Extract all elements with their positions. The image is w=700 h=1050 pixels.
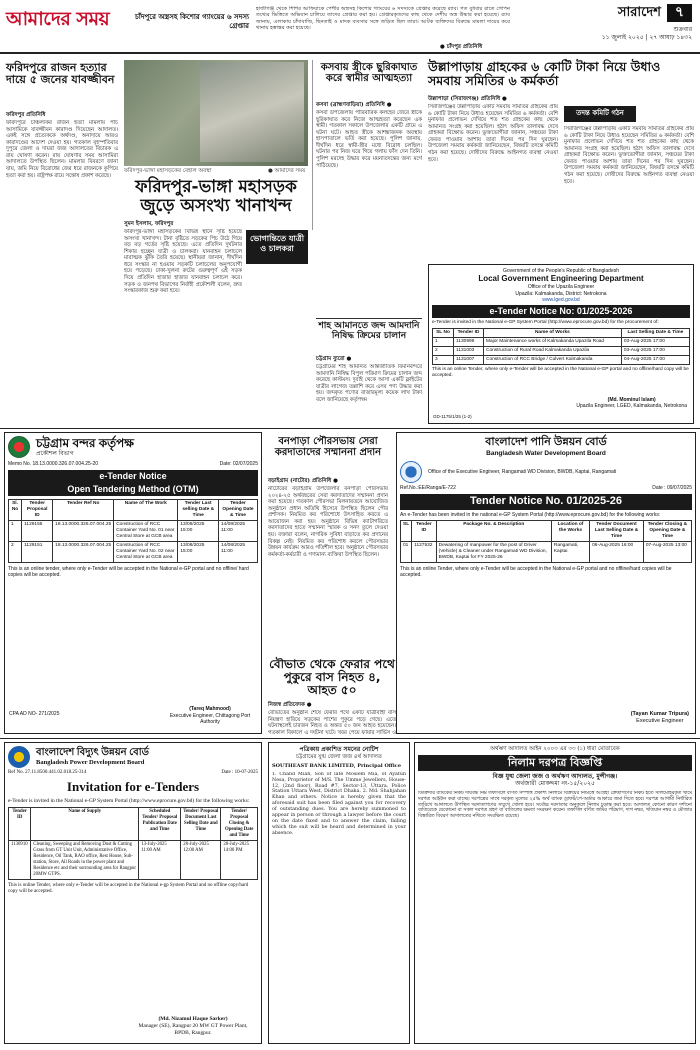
byline-kasba: কসবা (ব্রাহ্মণবাড়িয়া) প্রতিনিধি ● bbox=[316, 102, 392, 108]
lged-table: SL No Tender ID Name of Works Last Selling Date & Time 1 1130999 Major Maintenance works of Kalmakanda Upazila Road 03-Aug-2025 17:00 2 1131003 Construction of Rural Road Kalmakanda Upazila 03-Aug-2025 17:00 3 1131007 Construction of RCC Bridge / Culvert Kalmakanda 04-Aug-2025 17:00 bbox=[432, 328, 690, 365]
bpdb-note: This is online Tender, where only e-Tender will be accepted in the National e-gp System Portal and no offline copy/hard copy will be accepted. bbox=[8, 883, 249, 895]
body-coop: সিরাজগঞ্জের উল্লাপাড়ায় একটি সমবায় সমিতির গ্রাহকের প্রায় ৬ কোটি টাকা নিয়ে উধাও হয়েছেন সমিতির ৬ কর্মকর্তা। বেশি মুনাফার প্রলোভন দেখিয়ে শত শত গ্রাহকের কাছ থেকে আমানত সংগ্রহ করা হয়েছিল। হঠাৎ অফিস তালাবদ্ধ দেখে গ্রাহকরা বিক্ষোভ করেন। ভুক্তভোগীরা জানান, সঞ্চয়ের টাকা ফেরত পাওয়ার আশায় তারা দিনের পর দিন ঘুরছেন। উপজেলা সমবায় কর্মকর্তা জানিয়েছেন, বিষয়টি তদন্তে কমিটি গঠন করা হয়েছে। দোষীদের বিরুদ্ধে আইনগত ব্যবস্থা নেওয়া হবে। bbox=[428, 104, 558, 163]
lged-ref: GD-1175/1/25 (1-2) bbox=[433, 414, 472, 420]
teaser-body: হাজীগঞ্জ থেকে শিশির আফিয়াকে পেশীর অস্ত্রসহ কিশোর গ্যাংয়ের ৬ সদস্যকে গ্রেপ্তার করেছে র‍্যাব। গত বুধবার রাতে গোপন তথ্যের ভিত্তিতে অভিযান চালিয়ে তাদের গ্রেপ্তার করা হয়। গ্রেপ্তারকৃতদের কাছ থেকে দেশীয় অস্ত্র উদ্ধার করা হয়েছে। র‍্যাব জানায়, এলাকায় চাঁদাবাজি, ছিনতাই ও মাদক ব্যবসার সঙ্গে জড়িত ছিল তারা। আটক ব্যক্তিদের বিরুদ্ধে মামলা দায়ের করে থানায় হস্তান্তর করা হয়েছে। bbox=[256, 6, 510, 32]
bwdb-logo-icon bbox=[400, 461, 422, 483]
bpdb-title: Invitation for e-Tenders bbox=[66, 779, 200, 795]
byline-coop: উল্লাপাড়া (সিরাজগঞ্জ) প্রতিনিধি ● bbox=[428, 96, 507, 102]
bpdb-sign-title: Manager (SE), Rangpur 20 MW GT Power Plant, BPDB, Rangpur. bbox=[138, 1023, 248, 1037]
bwdb-intro: An e-Tender has been invited in the national e-GP System Portal (http://www.eprocure.gov.bd) for the following works: bbox=[400, 511, 661, 518]
port-dept: প্রকৌশল বিভাগ bbox=[36, 451, 74, 457]
bpdb-ref: Ref No. 27.11.8500.441.02.018.25-314 bbox=[8, 770, 87, 775]
body-bus: বৌভাতের অনুষ্ঠান শেষে ফেরার পথে একটি যাত্রীবাহী বাস নিয়ন্ত্রণ হারিয়ে সড়কের পাশের পুকুরে পড়ে গেছে। এতে ঘটনাস্থলেই চারজন নিহত ও অন্তত ৫০ জন আহত হয়েছেন। গতকাল বিকালে এ দুর্ঘটনা ঘটে। খবর পেয়ে ফায়ার সার্ভিস ও bbox=[268, 710, 396, 734]
bpdb-sign-name: (Md. Nizamul Haque Sarker) bbox=[158, 1016, 228, 1023]
bwdb-sign-title: Executive Engineer bbox=[636, 718, 684, 725]
section-name: সারাদেশ bbox=[617, 5, 661, 20]
body-faridpur: ফরিদপুরে চাঞ্চল্যকর রাজন হত্যা মামলায় পাঁচ আসামিকে যাবজ্জীবন কারাদণ্ড দিয়েছেন আদালত। একই সঙ্গে প্রত্যেককে অর্থদণ্ড, অনাদায়ে আরও কারাদণ্ডের আদেশ দেওয়া হয়। গতকাল বৃহস্পতিবার দুপুরে জেলা ও দায়রা জজ আদালতের বিচারক এ রায় ঘোষণা করেন। রায় ঘোষণার সময় আসামিরা আদালতে উপস্থিত ছিলেন। মামলার বিবরণে জানা যায়, জমি নিয়ে বিরোধের জের ধরে রাজনকে কুপিয়ে হত্যা করা হয়। রাষ্ট্রপক্ষ রায়ে সন্তোষ প্রকাশ করেছে। bbox=[6, 120, 118, 179]
table-row: 1130910 Cleaning, Sweeping and Removing Dust & Cutting Grass from GT Unit Unit, Administrative Office, Residence, Oil Tank, RAO office, Rest House, Sub-station, Store, All Roads in the power plant and Residence etc and their surrounding area for Rangpur 20MW GTPS. 13-July-2025 11:00 AM 28-July-2025 12:00 AM 28-July-2025 14:00 PM bbox=[9, 841, 258, 880]
kicker-coop: তদন্ত কমিটি গঠন bbox=[564, 106, 636, 122]
auction-body: ডিক্রিদার ব্যাংকের নিকট দায়বদ্ধ নিম্ন তফসিলে বর্ণিত সম্পত্তি প্রকাশ্য নিলামে বিক্রয়ের নিমিত্তে আগ্রহী ক্রেতাগণের নিকট হতে সীলমোহরকৃত খামে দরপত্র আহ্বান করা যাচ্ছে। দরপত্রের সাথে দরকৃত মূল্যের ২৫% অর্থ ব্যাংক ড্রাফট/পে-অর্ডার আকারে জমা দিতে হবে। দরপত্র আগামী নির্ধারিত তারিখে আদালতে উপস্থিত দরদাতাগণের সম্মুখে খোলা হবে। সর্বোচ্চ দরদাতার অনুকূলে নিলাম চূড়ান্ত করা হবে। আদালত কোনো কারণ দর্শানো ব্যতিরেকে যেকোনো বা সকল দরপত্র গ্রহণ বা বাতিলের ক্ষমতা সংরক্ষণ করেন। তফসিল বর্ণিত জমির পরিমাণ, দাগ নম্বর, খতিয়ান নম্বর ও মৌজার বিস্তারিত বিবরণ আদালতের নথিতে সংরক্ষিত রয়েছে। bbox=[418, 790, 692, 820]
bpdb-org-en: Bangladesh Power Development Board bbox=[36, 759, 145, 767]
lged-org3: Office of the Upazila Engineer bbox=[527, 284, 595, 291]
summons-company: SOUTHEAST BANK LIMITED, Principal Office bbox=[272, 763, 402, 770]
port-ref: CPA AD NO- 271/2025 bbox=[9, 710, 60, 717]
ad-auction bbox=[414, 742, 696, 1044]
headline-coop: উল্লাপাড়ায় গ্রাহকের ৬ কোটি টাকা নিয়ে উধাও সমবায় সমিতির ৬ কর্মকর্তা bbox=[428, 59, 661, 88]
byline-faridpur: ফরিদপুর প্রতিনিধি bbox=[6, 112, 46, 118]
port-note: This is an online tender, where only e-Tender will be accepted in the National e-GP portal and no offline/ hard copies will be accepted. bbox=[8, 566, 249, 579]
port-date: Date: 02/07/2025 bbox=[219, 460, 258, 467]
headline-bus: বৌভাত থেকে ফেরার পথে পুকুরে বাস নিহত ৪, আহত ৫০ bbox=[269, 657, 395, 698]
bwdb-office: Office of the Executive Engineer, Rangamati WD Division, BWDB, Kaptai, Rangamati bbox=[428, 468, 617, 475]
ad-port bbox=[4, 432, 262, 734]
table-row: 01 1127532 Dewatering of manpower for the post of Driver (Vehicle) & Cleaner under Rangamati WD Division, BWDB, Kaptai for FY 2025-26 Rangamati, Kaptai 06-Aug-2025 16:00 07-Aug-2025 13:00 bbox=[401, 542, 692, 563]
body-shah: চট্টগ্রামের শাহ আমানত আন্তর্জাতিক বিমানবন্দরে আমদানি নিষিদ্ধ বিপুল পরিমাণ ক্রিমের চালান জব্দ করেছে কাস্টমস। দুবাই থেকে আসা একটি ফ্লাইটের যাত্রীর লাগেজ তল্লাশি করে এসব পণ্য উদ্ধার করা হয়। জব্দকৃত পণ্যের বাজারমূল্য কয়েক লাখ টাকা বলে জানিয়েছে কর্তৃপক্ষ। bbox=[316, 364, 422, 403]
lged-sign-title: Upazila Engineer, LGED, Kalmakanda, Netrokona bbox=[576, 402, 687, 409]
page-header bbox=[522, 4, 692, 42]
table-row: 1 1130999 Major Maintenance works of Kalmakanda Upazila Road 03-Aug-2025 17:00 bbox=[433, 338, 690, 347]
headline-pourashava: বনপাড়া পৌরসভায় সেরা করদাতাদের সম্মাননা প্রদান bbox=[274, 436, 382, 458]
bwdb-ref: Ref.No.:EE/Ranga/E-722 bbox=[400, 484, 456, 491]
port-org: চট্টগ্রাম বন্দর কর্তৃপক্ষ bbox=[36, 436, 135, 450]
newspaper-logo: আমাদের সময় bbox=[6, 8, 110, 30]
body-pourashava: নাটোরের বড়াইগ্রাম উপজেলার বনপাড়া পৌরসভায় ২০২৪-২৫ অর্থবছরের সেরা করদাতাদের সম্মাননা প্রদান করা হয়েছে। গতকাল পৌরসভা মিলনায়তনে আয়োজিত অনুষ্ঠানে প্রধান অতিথি হিসেবে উপস্থিত ছিলেন পৌর প্রশাসক। নিয়মিত কর পরিশোধে উৎসাহিত করতে এ আয়োজন করা হয়। অনুষ্ঠানে বিভিন্ন ক্যাটাগরিতে করদাতাদের হাতে সম্মাননা স্মারক ও সনদ তুলে দেওয়া হয়। বক্তারা বলেন, নাগরিক সুবিধা বাড়াতে কর প্রদানের বিকল্প নেই। নিয়মিত কর পরিশোধ করলে পৌরসভার উন্নয়ন কার্যক্রম আরও গতিশীল হবে। অনুষ্ঠানে পৌরসভার কর্মকর্তা-কর্মচারী ও গণ্যমান্য ব্যক্তিরা উপস্থিত ছিলেন। bbox=[268, 486, 388, 558]
ad-summons bbox=[268, 742, 410, 1044]
bpdb-intro: e-Tender is invited in the National e-GP System Portal (http://www.eprocure.gov.bd) for the following works: bbox=[8, 797, 250, 804]
photo-caption: ফরিদপুর-ভাঙ্গা মহাসড়কের বেহাল অবস্থা bbox=[124, 168, 212, 174]
ad-lged bbox=[428, 264, 694, 424]
bwdb-org-bn: বাংলাদেশ পানি উন্নয়ন বোর্ড bbox=[485, 436, 607, 448]
summons-body: 1. Chand Miah, Son of late Moslem Mia, of Ayatun Nesa, Proprietor of M/S. The Umme Jewellers, House-12, (2nd floor), Road #7, Sector-13, Uttara, Police Station Uttara West, District Dhaka. 2. Md. Shahjahan Khan and others. Notice is hereby given that the aforesaid suit has been filed against you for recovery of outstanding dues. You are hereby summoned to appear in person or through a lawyer before the court on the date fixed and to answer the claim, failing which the suit will be heard and determined in your absence. bbox=[272, 771, 406, 836]
road-photo-2 bbox=[200, 62, 304, 162]
lged-web[interactable]: www.lged.gov.bd bbox=[542, 296, 580, 303]
lged-org4: Upazila: Kalmakanda, District: Netrokona bbox=[515, 290, 607, 297]
headline-highway: ফরিদপুর-ভাঙ্গা মহাসড়ক জুড়ে অসংখ্য খানাখন্দ bbox=[135, 177, 297, 216]
auction-heading: অর্থঋণ আদালত আইন ২০০৩ এর ৩৩ (১) ধারা মোতাবেক bbox=[490, 746, 620, 752]
teaser-byline: ● চাঁদপুর প্রতিনিধি bbox=[440, 44, 483, 50]
bwdb-org-en: Bangladesh Water Development Board bbox=[486, 449, 606, 457]
table-row: 2 1131003 Construction of Rural Road Kalmakanda Upazila 03-Aug-2025 17:00 bbox=[433, 347, 690, 356]
lged-note: This is an online Tender, where only e-Tender will be accepted in the National e-GP portal and no offline/hard copy will be accepted. bbox=[432, 367, 689, 379]
port-sign-name: (Tareq Mahmood) bbox=[189, 706, 231, 713]
bwdb-sign-name: (Tayan Kumar Tripura) bbox=[630, 711, 689, 718]
teaser-headline: চাঁদপুরে অস্ত্রসহ কিশোর গ্যাংয়ের ৬ সদস্য গ্রেপ্তার bbox=[135, 12, 249, 31]
port-table: Sl. No Tender Proposal ID Tender Ref No Name of The Work Tender Last selling Date & Time Tender Opening Date & Time 1 1129155 18.13.0000.326.07.004.25 Construction of RCC Container Yard No. 01 near Central Store at GCB area 13/08/2025 15:00 14/08/2025 11:00 2 1129151 18.13.0000.326.07.004.25 Construction of RCC Container Yard No. 02 near Central Store at GCB area 13/08/2025 15:00 14/08/2025 11:00 bbox=[8, 499, 258, 563]
port-emblem-icon bbox=[8, 436, 30, 458]
issue-date: ১১ জুলাই ২০২৫ | ২৭ আষাঢ় ১৪৩২ bbox=[601, 34, 692, 41]
byline-highway: সুমন ইসলাম, ফরিদপুর bbox=[124, 221, 174, 227]
ad-bpdb bbox=[4, 742, 262, 1044]
lged-org2: Local Government Engineering Department bbox=[478, 274, 644, 284]
auction-court: বিজ্ঞ যুগ্ম জেলা জজ ও অর্থঋণ আদালত, মুন্সীগঞ্জ। bbox=[492, 772, 618, 780]
bpdb-date: Date : 10-07-2025 bbox=[221, 770, 258, 775]
table-row: 2 1129151 18.13.0000.326.07.004.25 Construction of RCC Container Yard No. 02 near Central Store at GCB area 13/08/2025 15:00 14/08/2025 11:00 bbox=[9, 542, 258, 563]
headline-kasba: কসবায় স্ত্রীকে ছুরিকাঘাত করে স্বামীর আত্মহত্যা bbox=[320, 62, 418, 84]
weekday: শুক্রবার bbox=[673, 25, 692, 33]
byline-pourashava: বড়াইগ্রাম (নাটোর) প্রতিনিধি ● bbox=[268, 478, 338, 484]
body-kasba: কসবা উপজেলায় পারিবারিক কলহের জেরে স্ত্রীকে ছুরিকাঘাত করে নিজে আত্মহত্যা করেছেন এক স্বামী। গতকাল সকালে উপজেলার একটি গ্রামে এ ঘটনা ঘটে। আহত স্ত্রীকে আশঙ্কাজনক অবস্থায় হাসপাতালে ভর্তি করা হয়েছে। পুলিশ জানায়, দীর্ঘদিন ধরে স্বামী-স্ত্রীর মধ্যে বিরোধ চলছিল। ঘটনার পর নিজ ঘরে গিয়ে গলায় ফাঁস দেন তিনি। পুলিশ মরদেহ উদ্ধার করে ময়নাতদন্তের জন্য মর্গে পাঠিয়েছে। bbox=[316, 110, 422, 169]
page-number: ৭ bbox=[667, 4, 692, 22]
lged-org1: Government of the People's Republic of Bangladesh bbox=[502, 268, 620, 274]
auction-title: নিলাম দরপত্র বিজ্ঞপ্তি bbox=[418, 755, 692, 771]
bpdb-org-bn: বাংলাদেশ বিদ্যুৎ উন্নয়ন বোর্ড bbox=[36, 746, 149, 758]
masthead-rule bbox=[0, 52, 700, 54]
headline-shah: শাহ আমানতে জব্দ আমদানি নিষিদ্ধ ক্রিমের চালান bbox=[318, 321, 420, 341]
port-sign-title: Executive Engineer, Chittagong Port Authority bbox=[169, 712, 251, 725]
summons-heading: পত্রিকায় প্রকাশিত সমনের নোটিশ bbox=[299, 746, 379, 753]
body-coop-cont: সিরাজগঞ্জের উল্লাপাড়ায় একটি সমবায় সমিতির গ্রাহকের প্রায় ৬ কোটি টাকা নিয়ে উধাও হয়েছেন সমিতির ৬ কর্মকর্তা। বেশি মুনাফার প্রলোভন দেখিয়ে শত শত গ্রাহকের কাছ থেকে আমানত সংগ্রহ করা হয়েছিল। হঠাৎ অফিস তালাবদ্ধ দেখে গ্রাহকরা বিক্ষোভ করেন। ভুক্তভোগীরা জানান, সঞ্চয়ের টাকা ফেরত পাওয়ার আশায় তারা দিনের পর দিন ঘুরছেন। উপজেলা সমবায় কর্মকর্তা জানিয়েছেন, বিষয়টি তদন্তে কমিটি গঠন করা হয়েছে। দোষীদের বিরুদ্ধে আইনগত ব্যবস্থা নেওয়া হবে। bbox=[564, 126, 694, 185]
port-title1: e-Tender Notice bbox=[8, 470, 258, 483]
summons-sub: চট্টগ্রামের যুগ্ম জেলা জজ ৪র্থ আদালত bbox=[296, 753, 382, 760]
lged-intro: e-Tender is invited in the National e-GP System Portal (http://www.eprocure.gov.bd) for the procurement of: bbox=[432, 320, 659, 326]
port-title2: Open Tendering Method (OTM) bbox=[8, 483, 258, 496]
byline-bus: নিজস্ব প্রতিবেদক ● bbox=[268, 702, 312, 708]
headline-faridpur: ফরিদপুরে রাজন হত্যার দায়ে ৫ জনের যাবজ্জীবন bbox=[6, 61, 115, 87]
port-memo: Memo No. 18.13.0000.326.07.004.25-20 bbox=[8, 460, 99, 467]
bwdb-table: SL Tender ID Package No. & Description Location of the Works Tender Document Last Selling Date & Time Tender Closing & Opening Date & Time 01 1127532 Dewatering of manpower for the post of Driver (Vehicle) & Cleaner under Rangamati WD Division, BWDB, Kaptai for FY 2025-26 Rangamati, Kaptai 06-Aug-2025 16:00 07-Aug-2025 13:00 bbox=[400, 520, 692, 563]
body-highway: ফরিদপুর-ভাঙ্গা মহাসড়কের বিভিন্ন স্থানে সৃষ্টি হয়েছে অসংখ্য খানাখন্দ। টানা বৃষ্টিতে সড়কের পিচ উঠে গিয়ে বড় বড় গর্তের সৃষ্টি হয়েছে। এতে প্রতিদিন দুর্ঘটনার শিকার হচ্ছেন যাত্রী ও চালকরা। যানবাহন চলাচলে মারাত্মক ঝুঁকি তৈরি হয়েছে। স্থানীয়রা জানান, দীর্ঘদিন ধরে সংস্কার না হওয়ায় সড়কটি চলাচলের অনুপযোগী হয়ে পড়েছে। ঢাকা-খুলনা রুটের গুরুত্বপূর্ণ এই সড়ক দিয়ে প্রতিদিন হাজার হাজার যানবাহন চলাচল করে। সড়ক ও জনপথ বিভাগের নির্বাহী প্রকৌশলী বলেন, দ্রুত সংস্কারকাজ শুরু করা হবে। bbox=[124, 229, 242, 295]
lged-sign-name: (Md. Mominul Islam) bbox=[607, 396, 656, 403]
bwdb-title: Tender Notice No. 01/2025-26 bbox=[400, 494, 692, 510]
bwdb-date: Date : 09/07/2025 bbox=[652, 484, 692, 491]
byline-shah: চট্টগ্রাম ব্যুরো ● bbox=[316, 356, 352, 362]
photo-credit: ● আমাদের সময় bbox=[268, 168, 306, 174]
bwdb-note: This is an online Tender, where only e-Tender will be accepted in the National e-GP portal and no offline/hard copies will be accepted. bbox=[400, 566, 672, 579]
kicker-highway: ভোগান্তিতে যাত্রী ও চালকরা bbox=[246, 230, 308, 264]
table-row: 3 1131007 Construction of RCC Bridge / Culvert Kalmakanda 04-Aug-2025 17:00 bbox=[433, 356, 690, 365]
bpdb-logo-icon bbox=[8, 746, 30, 768]
ad-bwdb bbox=[396, 432, 696, 734]
table-row: 1 1129155 18.13.0000.326.07.004.25 Construction of RCC Container Yard No. 01 near Central Store at GCB area 13/08/2025 15:00 14/08/2025 11:00 bbox=[9, 521, 258, 542]
lged-title: e-Tender Notice No: 01/2025-2026 bbox=[432, 305, 690, 318]
bpdb-table: Tender ID Name of Supply Scheduled Tender/ Proposal Publication Date and Time Tender/ Proposal Document Last Selling Date and Time Tender/ Proposal Closing & Opening Date and Time 1130910 Cleaning, Sweeping and Removing Dust & Cutting Grass from GT Unit Unit, Administrative Office, Residence, Oil Tank, RAO office, Rest House, Sub-station, Store, All Roads in the power plant and Residence etc and their surrounding area for Rangpur 20MW GTPS. 13-July-2025 11:00 AM 28-July-2025 12:00 AM 28-July-2025 14:00 PM bbox=[8, 807, 258, 880]
auction-case: অর্থজারী মোকদ্দমা নং-১৫/২০২৫ bbox=[515, 780, 595, 788]
